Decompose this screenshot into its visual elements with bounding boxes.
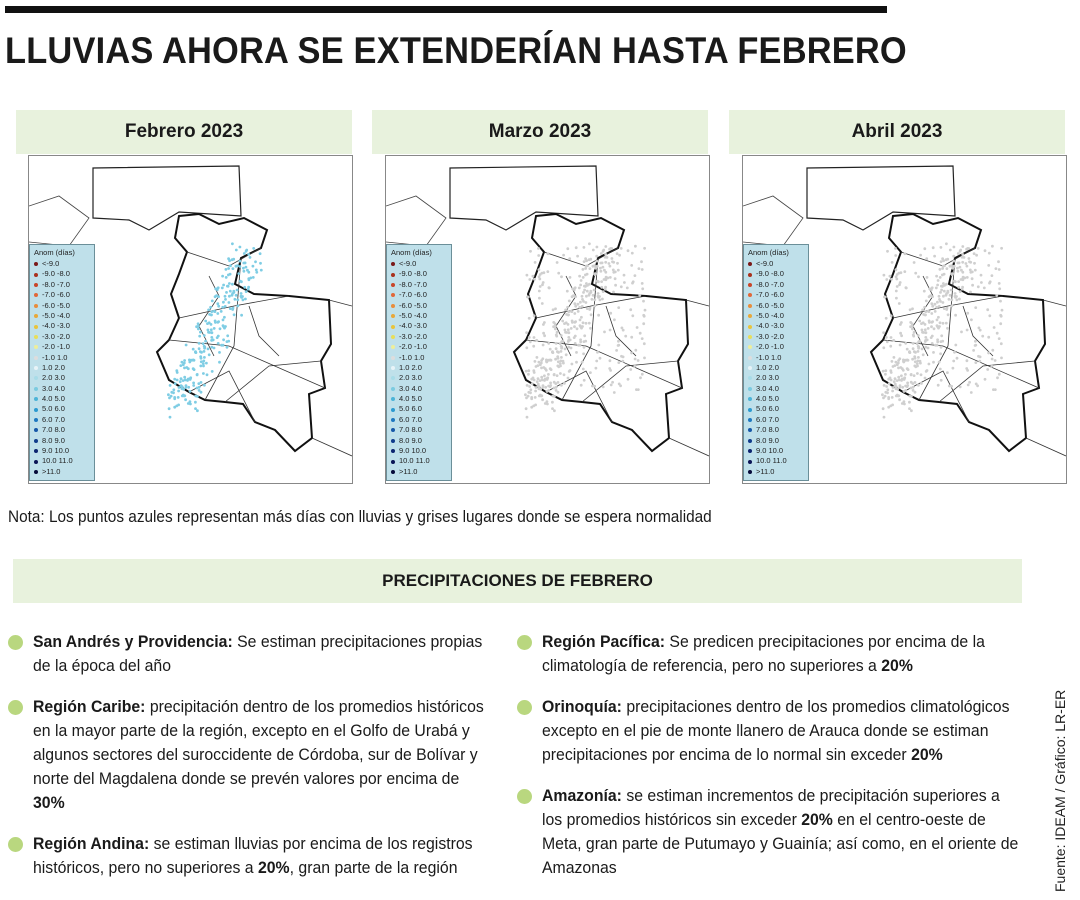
legend-dot-icon xyxy=(391,293,395,297)
legend-label: 2.0 3.0 xyxy=(399,373,422,383)
legend-dot-icon xyxy=(748,460,752,464)
legend-label: 9.0 10.0 xyxy=(756,446,784,456)
legend-dot-icon xyxy=(34,428,38,432)
legend-label: -8.0 -7.0 xyxy=(399,279,427,289)
legend-item xyxy=(391,280,449,290)
legend-item xyxy=(748,467,806,477)
legend-dot-icon xyxy=(34,335,38,339)
legend-item xyxy=(34,384,92,394)
legend-dot-icon xyxy=(748,376,752,380)
legend-item xyxy=(391,301,449,311)
legend-dot-icon xyxy=(34,449,38,453)
legend-dot-icon xyxy=(748,273,752,277)
region-text: Región Andina: se estiman lluvias por encima de los registros históricos, pero no superiores a 20%, gran parte de la región xyxy=(33,834,473,877)
legend-item xyxy=(391,259,449,269)
legend-dot-icon xyxy=(391,366,395,370)
legend-dot-icon xyxy=(748,304,752,308)
region-text: San Andrés y Providencia: Se estiman precipitaciones propias de la época del año xyxy=(33,632,483,675)
region-item xyxy=(8,695,488,815)
region-text: Región Caribe: precipitación dentro de los promedios históricos en la mayor parte de la región, excepto en el Golfo de Urabá y algunos sectores del suroccidente de Córdoba, sur de Bolívar y norte del Magdalena donde se prevén valores por encima de 30% xyxy=(33,697,484,812)
legend-label: <-9.0 xyxy=(399,259,417,268)
legend-dot-icon xyxy=(34,345,38,349)
legend-label: -9.0 -8.0 xyxy=(42,269,70,279)
legend-label: >11.0 xyxy=(42,466,61,476)
legend-label: 4.0 5.0 xyxy=(756,394,779,404)
legend-label: 3.0 4.0 xyxy=(42,383,65,393)
legend-dot-icon xyxy=(748,293,752,297)
legend-dot-icon xyxy=(34,314,38,318)
legend-dot-icon xyxy=(34,470,38,474)
legend-label: 5.0 6.0 xyxy=(399,404,422,414)
legend-item xyxy=(34,404,92,414)
legend-dot-icon xyxy=(748,418,752,422)
page-title: LLUVIAS AHORA SE EXTENDERÍAN HASTA FEBRERO xyxy=(5,30,907,71)
legend-item xyxy=(748,321,806,331)
legend-item xyxy=(748,342,806,352)
top-rule xyxy=(5,6,887,13)
legend-item xyxy=(748,404,806,414)
legend-dot-icon xyxy=(391,273,395,277)
map-note: Nota: Los puntos azules representan más días con lluvias y grises lugares donde se espera normalidad xyxy=(8,508,712,526)
legend-label: -5.0 -4.0 xyxy=(42,310,70,320)
bullet-icon xyxy=(517,635,532,650)
legend-dot-icon xyxy=(391,408,395,412)
legend-dot-icon xyxy=(391,397,395,401)
legend-item xyxy=(391,456,449,466)
region-text: Región Pacífica: Se predicen precipitaciones por encima de la climatología de referencia, pero no superiores a 20% xyxy=(542,632,985,675)
legend-item xyxy=(748,311,806,321)
legend-dot-icon xyxy=(34,366,38,370)
legend-item xyxy=(391,425,449,435)
legend-label: -9.0 -8.0 xyxy=(756,269,784,279)
legend-label: 9.0 10.0 xyxy=(42,446,70,456)
legend-label: -4.0 -3.0 xyxy=(42,321,70,331)
legend-label: 6.0 7.0 xyxy=(399,414,422,424)
legend-dot-icon xyxy=(748,397,752,401)
legend-item xyxy=(748,269,806,279)
bullet-icon xyxy=(8,635,23,650)
legend-dot-icon xyxy=(748,387,752,391)
legend-item xyxy=(748,363,806,373)
region-item xyxy=(517,784,1022,880)
legend-label: 8.0 9.0 xyxy=(42,435,65,445)
legend-label: 5.0 6.0 xyxy=(756,404,779,414)
legend-item xyxy=(748,384,806,394)
legend-dot-icon xyxy=(748,325,752,329)
legend-dot-icon xyxy=(391,335,395,339)
legend-dot-icon xyxy=(34,408,38,412)
legend-dot-icon xyxy=(34,273,38,277)
legend-dot-icon xyxy=(34,376,38,380)
legend-label: 8.0 9.0 xyxy=(756,435,779,445)
legend-item xyxy=(748,425,806,435)
legend-item xyxy=(748,290,806,300)
legend-label: 2.0 3.0 xyxy=(756,373,779,383)
legend-dot-icon xyxy=(391,304,395,308)
legend-dot-icon xyxy=(391,470,395,474)
legend-label: 1.0 2.0 xyxy=(42,362,65,372)
legend-label: 10.0 11.0 xyxy=(42,456,73,466)
legend-label: 1.0 2.0 xyxy=(756,362,779,372)
legend-item xyxy=(34,280,92,290)
legend-label: -7.0 -6.0 xyxy=(756,290,784,300)
legend-dot-icon xyxy=(34,293,38,297)
legend-label: -1.0 1.0 xyxy=(756,352,782,362)
map-header-febrero: Febrero 2023 xyxy=(16,110,352,154)
legend-label: -7.0 -6.0 xyxy=(42,290,70,300)
legend-item xyxy=(391,290,449,300)
legend-label: 6.0 7.0 xyxy=(756,414,779,424)
legend-label: 5.0 6.0 xyxy=(42,404,65,414)
legend-label: 4.0 5.0 xyxy=(399,394,422,404)
legend-item xyxy=(391,363,449,373)
region-item xyxy=(517,630,1022,678)
legend-label: -2.0 -1.0 xyxy=(42,342,70,352)
legend-dot-icon xyxy=(391,325,395,329)
region-text: Orinoquía: precipitaciones dentro de los promedios climatológicos excepto en el pie de monte llanero de Arauca donde se estiman precipitaciones por encima de lo normal sin exceder 20% xyxy=(542,697,1010,764)
legend-item xyxy=(748,456,806,466)
legend-item xyxy=(391,373,449,383)
legend-label: -2.0 -1.0 xyxy=(756,342,784,352)
legend-label: 6.0 7.0 xyxy=(42,414,65,424)
legend-item xyxy=(391,384,449,394)
legend-item xyxy=(34,467,92,477)
legend-item xyxy=(391,342,449,352)
left-column xyxy=(8,630,488,897)
legend xyxy=(29,244,95,481)
right-column xyxy=(517,630,1022,897)
legend-item xyxy=(34,321,92,331)
region-item xyxy=(8,630,488,678)
legend-dot-icon xyxy=(391,376,395,380)
legend-dot-icon xyxy=(748,449,752,453)
legend-label: -9.0 -8.0 xyxy=(399,269,427,279)
legend-dot-icon xyxy=(748,314,752,318)
legend-item xyxy=(748,353,806,363)
legend-dot-icon xyxy=(391,428,395,432)
legend-dot-icon xyxy=(748,470,752,474)
legend-label: -6.0 -5.0 xyxy=(756,300,784,310)
legend-dot-icon xyxy=(391,345,395,349)
legend-item xyxy=(34,415,92,425)
legend-item xyxy=(748,332,806,342)
region-text: Amazonía: se estiman incrementos de precipitación superiores a los promedios históricos sin exceder 20% en el centro-oeste de Meta, gran parte de Putumayo y Guainía; así como, en el oriente de Amazonas xyxy=(542,786,1019,877)
legend-label: 10.0 11.0 xyxy=(756,456,787,466)
legend-label: -4.0 -3.0 xyxy=(399,321,427,331)
legend-dot-icon xyxy=(391,460,395,464)
legend-item xyxy=(34,290,92,300)
region-item xyxy=(517,695,1022,767)
legend-label: >11.0 xyxy=(756,466,775,476)
legend-dot-icon xyxy=(748,366,752,370)
legend-item xyxy=(748,280,806,290)
legend-item xyxy=(34,363,92,373)
legend xyxy=(743,244,809,481)
legend-label: 3.0 4.0 xyxy=(399,383,422,393)
legend xyxy=(386,244,452,481)
legend-item xyxy=(34,332,92,342)
legend-dot-icon xyxy=(748,335,752,339)
legend-label: -8.0 -7.0 xyxy=(756,279,784,289)
legend-label: 10.0 11.0 xyxy=(399,456,430,466)
legend-label: -8.0 -7.0 xyxy=(42,279,70,289)
map-febrero xyxy=(28,155,353,484)
legend-label: -3.0 -2.0 xyxy=(756,331,784,341)
legend-item xyxy=(391,269,449,279)
legend-dot-icon xyxy=(748,408,752,412)
legend-dot-icon xyxy=(391,283,395,287)
legend-label: 2.0 3.0 xyxy=(42,373,65,383)
legend-item xyxy=(748,301,806,311)
legend-item xyxy=(34,456,92,466)
legend-item xyxy=(34,269,92,279)
legend-label: -6.0 -5.0 xyxy=(399,300,427,310)
legend-label: -2.0 -1.0 xyxy=(399,342,427,352)
legend-dot-icon xyxy=(34,262,38,266)
legend-dot-icon xyxy=(34,397,38,401)
legend-item xyxy=(391,321,449,331)
legend-dot-icon xyxy=(34,460,38,464)
map-header-abril: Abril 2023 xyxy=(729,110,1065,154)
legend-item xyxy=(34,353,92,363)
legend-item xyxy=(748,259,806,269)
bullet-icon xyxy=(8,700,23,715)
legend-dot-icon xyxy=(748,439,752,443)
legend-title: Anom (días) xyxy=(34,248,75,257)
legend-dot-icon xyxy=(391,449,395,453)
legend-item xyxy=(34,425,92,435)
legend-item xyxy=(34,373,92,383)
legend-label: -4.0 -3.0 xyxy=(756,321,784,331)
legend-item xyxy=(391,404,449,414)
legend-label: -1.0 1.0 xyxy=(42,352,68,362)
legend-dot-icon xyxy=(34,325,38,329)
legend-dot-icon xyxy=(34,439,38,443)
legend-dot-icon xyxy=(34,304,38,308)
legend-label: 1.0 2.0 xyxy=(399,362,422,372)
legend-item xyxy=(34,436,92,446)
legend-dot-icon xyxy=(34,418,38,422)
legend-dot-icon xyxy=(748,428,752,432)
legend-label: <-9.0 xyxy=(42,259,60,268)
section-title: PRECIPITACIONES DE FEBRERO xyxy=(13,559,1022,603)
bullet-icon xyxy=(517,789,532,804)
legend-item xyxy=(34,259,92,269)
legend-item xyxy=(34,446,92,456)
legend-dot-icon xyxy=(748,356,752,360)
legend-item xyxy=(748,394,806,404)
legend-label: -3.0 -2.0 xyxy=(42,331,70,341)
legend-dot-icon xyxy=(748,283,752,287)
legend-dot-icon xyxy=(391,356,395,360)
legend-label: 7.0 8.0 xyxy=(756,425,779,435)
legend-label: 4.0 5.0 xyxy=(42,394,65,404)
legend-item xyxy=(34,342,92,352)
bullet-icon xyxy=(8,837,23,852)
region-item xyxy=(8,832,488,880)
legend-label: <-9.0 xyxy=(756,259,774,268)
legend-dot-icon xyxy=(391,439,395,443)
legend-item xyxy=(391,436,449,446)
legend-dot-icon xyxy=(391,387,395,391)
legend-label: 7.0 8.0 xyxy=(399,425,422,435)
legend-label: -6.0 -5.0 xyxy=(42,300,70,310)
legend-item xyxy=(391,311,449,321)
legend-item xyxy=(748,373,806,383)
legend-dot-icon xyxy=(748,262,752,266)
legend-item xyxy=(391,446,449,456)
legend-item xyxy=(748,446,806,456)
legend-item xyxy=(391,332,449,342)
legend-dot-icon xyxy=(748,345,752,349)
legend-item xyxy=(34,311,92,321)
legend-dot-icon xyxy=(34,356,38,360)
legend-title: Anom (días) xyxy=(748,248,789,257)
legend-item xyxy=(748,436,806,446)
map-header-marzo: Marzo 2023 xyxy=(372,110,708,154)
legend-item xyxy=(34,394,92,404)
legend-label: -5.0 -4.0 xyxy=(756,310,784,320)
legend-label: 3.0 4.0 xyxy=(756,383,779,393)
legend-item xyxy=(391,353,449,363)
map-marzo xyxy=(385,155,710,484)
legend-label: -3.0 -2.0 xyxy=(399,331,427,341)
legend-dot-icon xyxy=(34,387,38,391)
legend-item xyxy=(748,415,806,425)
legend-label: >11.0 xyxy=(399,466,418,476)
legend-item xyxy=(391,394,449,404)
source-credit: Fuente: IDEAM / Gráfico: LR-ER xyxy=(1052,689,1068,892)
legend-item xyxy=(391,467,449,477)
legend-dot-icon xyxy=(391,262,395,266)
legend-label: -7.0 -6.0 xyxy=(399,290,427,300)
legend-dot-icon xyxy=(391,418,395,422)
legend-title: Anom (días) xyxy=(391,248,432,257)
legend-item xyxy=(34,301,92,311)
bullet-icon xyxy=(517,700,532,715)
legend-label: 8.0 9.0 xyxy=(399,435,422,445)
legend-dot-icon xyxy=(391,314,395,318)
legend-dot-icon xyxy=(34,283,38,287)
legend-label: 9.0 10.0 xyxy=(399,446,427,456)
map-abril xyxy=(742,155,1067,484)
legend-item xyxy=(391,415,449,425)
legend-label: 7.0 8.0 xyxy=(42,425,65,435)
legend-label: -1.0 1.0 xyxy=(399,352,425,362)
legend-label: -5.0 -4.0 xyxy=(399,310,427,320)
